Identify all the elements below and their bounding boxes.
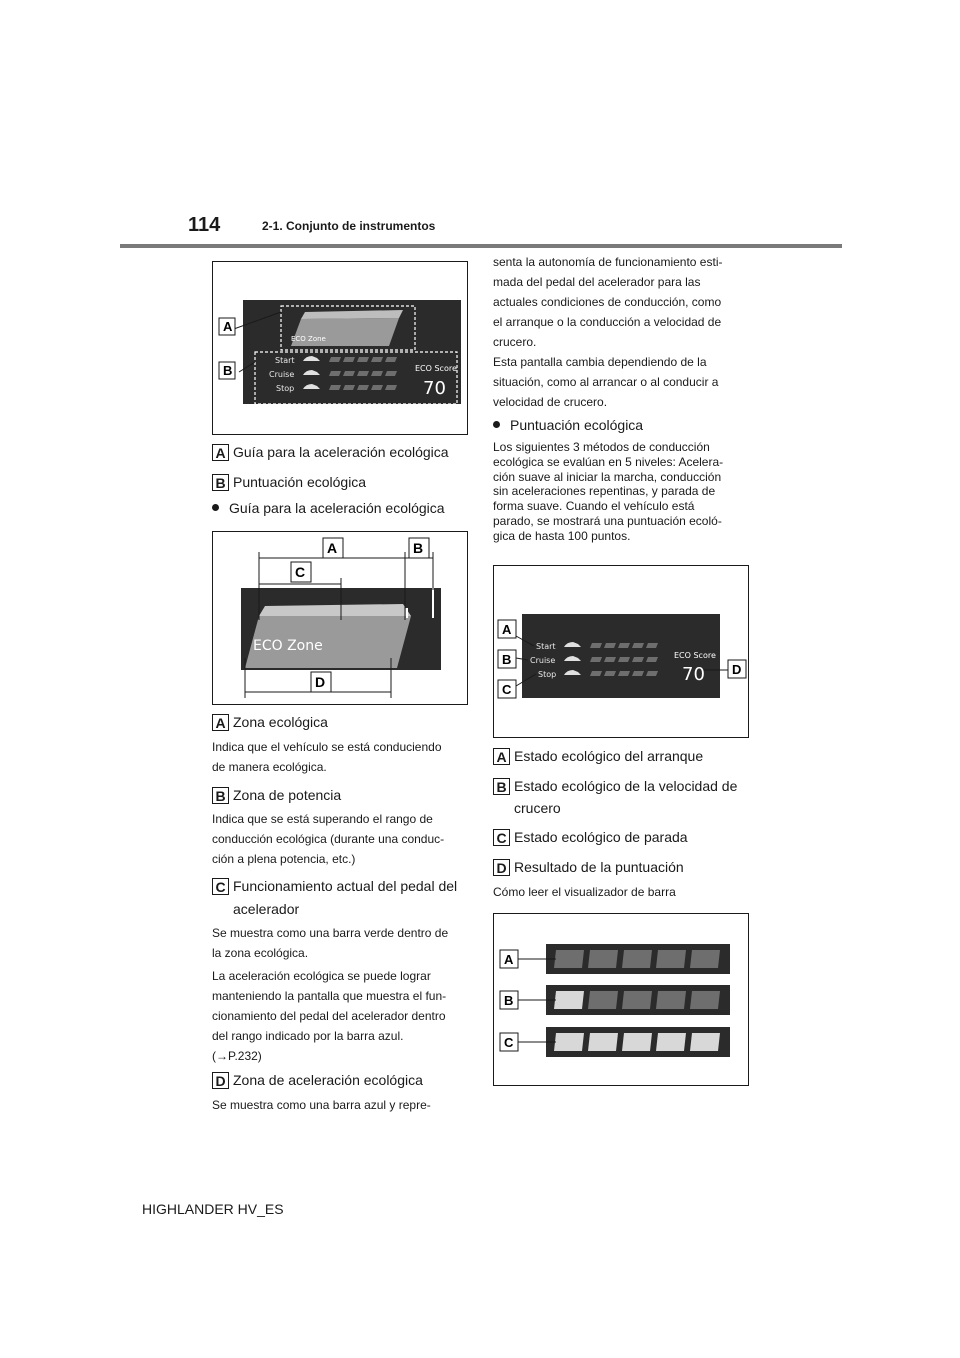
item-title: Zona de potencia bbox=[233, 787, 342, 803]
callout-a: A bbox=[504, 952, 514, 967]
bar-segment bbox=[618, 671, 630, 676]
eco-zone-label: ECO Zone bbox=[291, 335, 326, 343]
footer-model: HIGHLANDER HV_ES bbox=[142, 1201, 284, 1217]
bar-segment bbox=[357, 357, 369, 362]
letter-b: B bbox=[212, 787, 229, 804]
callout-c: C bbox=[504, 1035, 514, 1050]
letter-d: D bbox=[212, 1072, 229, 1089]
bullet-dot bbox=[212, 504, 219, 511]
bar-segment bbox=[622, 991, 652, 1009]
legend3-item-b: B Estado ecológico de la velocidad de crucero bbox=[493, 776, 737, 819]
row-label-start: Start bbox=[536, 642, 556, 651]
item-title: Zona de aceleración ecológica bbox=[233, 1072, 423, 1088]
figure-eco-zone bbox=[212, 531, 468, 705]
bullet-dot bbox=[493, 421, 500, 428]
eco-score-value: 70 bbox=[682, 664, 705, 685]
bar-segment bbox=[554, 950, 584, 968]
bar-segment bbox=[385, 357, 397, 362]
bar-segment bbox=[588, 950, 618, 968]
eco-score-label: ECO Score bbox=[674, 651, 716, 660]
bar-segment bbox=[329, 385, 341, 390]
legend-item-a bbox=[212, 442, 449, 463]
bar-segment bbox=[604, 643, 616, 648]
bar-segment bbox=[385, 385, 397, 390]
bar-segment bbox=[343, 357, 355, 362]
right-paragraph-3: Los siguientes 3 métodos de conducción ecológica se evalúan en 5 niveles: Acelera- ción suave al iniciar la marcha, conducción sin aceleraciones repentinas, y parada de forma suave. Cuando el vehículo está parado, se mostrará una puntuación ecoló- gica de hasta 100 puntos. bbox=[493, 440, 724, 543]
item-d-body: Se muestra como una barra azul y repre- bbox=[212, 1098, 431, 1112]
letter-a: A bbox=[212, 444, 229, 461]
callout-c: C bbox=[295, 564, 306, 580]
item-c-body2: La aceleración ecológica se puede lograr manteniendo la pantalla que muestra el fun- cionamiento del pedal del acelerador dentro del rango indicado por la barra azul. (→P.232) bbox=[212, 969, 447, 1063]
letter-c: C bbox=[493, 829, 510, 846]
letter-b: B bbox=[212, 474, 229, 491]
bar-segment bbox=[632, 671, 644, 676]
bar-segment bbox=[646, 657, 658, 662]
bar-segment bbox=[622, 950, 652, 968]
bar-segment bbox=[357, 371, 369, 376]
bar-segment bbox=[371, 357, 383, 362]
figure-eco-score bbox=[493, 565, 749, 738]
bar-segment bbox=[604, 671, 616, 676]
item-c-title: C Funcionamiento actual del pedal del acelerador bbox=[212, 876, 457, 920]
item-b-title bbox=[212, 785, 341, 806]
bullet-heading bbox=[212, 498, 445, 518]
callout-d: D bbox=[315, 674, 326, 690]
bar-segment bbox=[690, 950, 720, 968]
bar-segment bbox=[632, 643, 644, 648]
callout-d: D bbox=[732, 662, 742, 677]
bar-segment bbox=[646, 671, 658, 676]
bar-caption: Cómo leer el visualizador de barra bbox=[493, 885, 676, 899]
page-number: 114 bbox=[188, 214, 221, 236]
bar-segment bbox=[590, 671, 602, 676]
legend-text: Guía para la aceleración ecológica bbox=[233, 444, 449, 460]
legend3-item-a bbox=[493, 746, 703, 767]
bar-segment bbox=[554, 1033, 584, 1051]
row-label-stop: Stop bbox=[538, 670, 557, 679]
bar-segment bbox=[329, 371, 341, 376]
legend-text: Puntuación ecológica bbox=[233, 474, 367, 490]
letter-c: C bbox=[212, 878, 229, 895]
bar-segment bbox=[588, 1033, 618, 1051]
bar-segment bbox=[656, 950, 686, 968]
callout-c: C bbox=[502, 682, 512, 697]
callout-b: B bbox=[223, 363, 233, 378]
figure-bar-reading bbox=[493, 913, 749, 1086]
bar-segment bbox=[690, 991, 720, 1009]
letter-a: A bbox=[212, 714, 229, 731]
eco-score-label: ECO Score bbox=[415, 364, 457, 373]
bar-segment bbox=[371, 371, 383, 376]
item-c-body1: Se muestra como una barra verde dentro de la zona ecológica. bbox=[212, 926, 449, 960]
section-title: 2-1. Conjunto de instrumentos bbox=[262, 219, 436, 233]
row-label-cruise: Cruise bbox=[269, 370, 295, 379]
item-d-title bbox=[212, 1070, 423, 1091]
bar-rows bbox=[546, 944, 730, 1057]
callout-a: A bbox=[327, 540, 338, 556]
legend-text: Resultado de la puntuación bbox=[514, 859, 684, 875]
callout-a: A bbox=[502, 622, 512, 637]
callout-a: A bbox=[223, 319, 233, 334]
callout-b: B bbox=[502, 652, 512, 667]
bullet-text: Puntuación ecológica bbox=[510, 417, 644, 433]
legend3-item-d bbox=[493, 857, 684, 878]
bar-segment bbox=[588, 991, 618, 1009]
legend-item-b bbox=[212, 472, 366, 493]
callout-b: B bbox=[413, 540, 424, 556]
letter-b: B bbox=[493, 778, 510, 795]
legend-text: Estado ecológico de parada bbox=[514, 829, 688, 845]
bullet-heading-2 bbox=[493, 415, 643, 435]
bar-segment bbox=[622, 1033, 652, 1051]
bar-segment bbox=[656, 991, 686, 1009]
bar-segment bbox=[357, 385, 369, 390]
bar-segment bbox=[656, 1033, 686, 1051]
item-b-body: Indica que se está superando el rango de conducción ecológica (durante una conduc- ción a plena potencia, etc.) bbox=[212, 812, 445, 866]
right-paragraph-1: senta la autonomía de funcionamiento esti- mada del pedal del acelerador para las actuales condiciones de conducción, como el arranque o la conducción a velocidad de crucero. bbox=[493, 255, 723, 349]
item-a-body: Indica que el vehículo se está conduciendo de manera ecológica. bbox=[212, 740, 442, 774]
bar-segment bbox=[385, 371, 397, 376]
bar-segment bbox=[554, 991, 584, 1009]
item-title: Zona ecológica bbox=[233, 714, 328, 730]
header-rule bbox=[120, 244, 842, 248]
letter-d: D bbox=[493, 859, 510, 876]
bar-segment bbox=[618, 643, 630, 648]
row-label-cruise: Cruise bbox=[530, 656, 556, 665]
eco-zone-label: ECO Zone bbox=[253, 638, 323, 654]
figure-eco-display bbox=[212, 261, 468, 435]
bar-segment bbox=[618, 657, 630, 662]
bar-segment bbox=[343, 371, 355, 376]
bar-segment bbox=[604, 657, 616, 662]
row-label-start: Start bbox=[275, 356, 295, 365]
bar-segment bbox=[590, 643, 602, 648]
bar-segment bbox=[590, 657, 602, 662]
eco-score-value: 70 bbox=[423, 378, 446, 399]
bar-segment bbox=[690, 1033, 720, 1051]
item-a-title bbox=[212, 712, 328, 733]
bar-segment bbox=[646, 643, 658, 648]
bar-segment bbox=[329, 357, 341, 362]
letter-a: A bbox=[493, 748, 510, 765]
bar-segment bbox=[371, 385, 383, 390]
callout-b: B bbox=[504, 993, 514, 1008]
bullet-text: Guía para la aceleración ecológica bbox=[229, 500, 445, 516]
bar-segment bbox=[632, 657, 644, 662]
right-paragraph-2: Esta pantalla cambia dependiendo de la situación, como al arrancar o al conducir a velocidad de crucero. bbox=[493, 355, 719, 409]
bar-segment bbox=[343, 385, 355, 390]
legend3-item-c bbox=[493, 827, 688, 848]
row-label-stop: Stop bbox=[276, 384, 295, 393]
legend-text: Estado ecológico del arranque bbox=[514, 748, 704, 764]
